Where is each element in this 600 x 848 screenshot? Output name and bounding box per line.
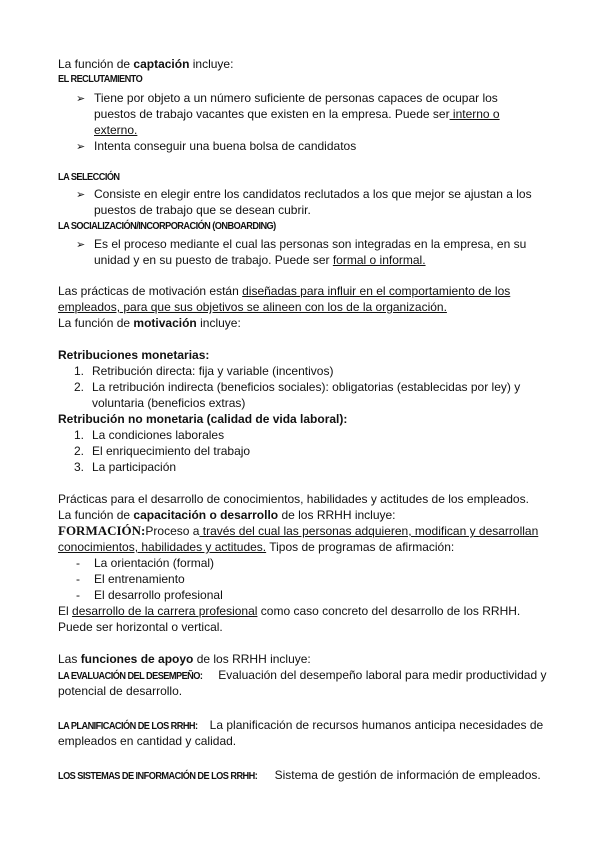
- text: Las: [58, 652, 81, 666]
- bold-term: funciones de apoyo: [80, 652, 194, 666]
- bullet-text: Es el proceso mediante el cual las personas son integradas en la empresa, en su: [94, 237, 527, 251]
- bullet-item: [58, 236, 526, 253]
- evaluacion-heading: LA EVALUACIÓN DEL DESEMPEÑO:: [58, 671, 203, 682]
- captacion-intro: [58, 56, 233, 72]
- no-monetaria-heading: Retribución no monetaria (calidad de vida laboral):: [58, 412, 348, 426]
- arrow-bullet-icon: ➢: [76, 189, 86, 201]
- item-text: El entrenamiento: [94, 572, 185, 586]
- bullet-text-continued: puestos de trabajo que se desean cubrir.: [94, 203, 311, 217]
- sistemas-heading: LOS SISTEMAS DE INFORMACIÓN DE LOS RRHH:: [58, 771, 258, 782]
- seleccion-heading: LA SELECCIÓN: [58, 172, 120, 183]
- item-text: El desarrollo profesional: [94, 588, 223, 602]
- bullet-text: Tiene por objeto a un número suficiente de personas capaces de ocupar los: [94, 91, 498, 105]
- bullet-item: [58, 186, 532, 203]
- text: Proceso a: [145, 524, 200, 538]
- text: Sistema de gestión de información de empleados.: [274, 768, 541, 782]
- underlined-text: diseñadas para influir en el comportamiento de los: [242, 284, 511, 298]
- item-number: 2.: [74, 444, 85, 458]
- text: La función de: [58, 508, 134, 522]
- numbered-item: [58, 459, 176, 475]
- text: La función de: [58, 57, 134, 71]
- evaluacion-paragraph-continued: potencial de desarrollo.: [58, 684, 183, 698]
- bullet-text: Intenta conseguir una buena bolsa de candidatos: [94, 139, 357, 153]
- planificacion-heading: LA PLANIFICACIÓN DE LOS RRHH:: [58, 721, 198, 732]
- item-number: 2.: [74, 380, 85, 394]
- capacitacion-paragraph: Prácticas para el desarrollo de conocimientos, habilidades y actitudes de los empleados.: [58, 492, 529, 506]
- underlined-text: empleados, para que sus objetivos se alineen con los de la organización.: [58, 300, 447, 314]
- item-number: 1.: [74, 364, 85, 378]
- formacion-paragraph-continued: [58, 539, 454, 555]
- dash-bullet: -: [76, 556, 80, 570]
- text: como caso concreto del desarrollo de los RRHH.: [257, 604, 521, 618]
- text: incluye:: [189, 57, 234, 71]
- text: Las prácticas de motivación están: [58, 284, 243, 298]
- formacion-label: FORMACIÓN:: [58, 523, 146, 538]
- underlined-text: formal o informal.: [332, 253, 426, 267]
- reclutamiento-heading: EL RECLUTAMIENTO: [58, 74, 143, 85]
- bold-term: capacitación o desarrollo: [133, 508, 279, 522]
- underlined-text: conocimientos, habilidades y actitudes.: [58, 540, 267, 554]
- text: de los RRHH incluye:: [278, 508, 396, 522]
- underlined-text: externo.: [94, 123, 138, 137]
- arrow-bullet-icon: ➢: [76, 239, 86, 251]
- item-text: La condiciones laborales: [92, 428, 225, 442]
- dash-item: [58, 587, 223, 603]
- item-text: La participación: [92, 460, 177, 474]
- underlined-text: desarrollo de la carrera profesional: [72, 604, 258, 618]
- motivacion-intro: [58, 315, 241, 331]
- item-text-continued: voluntaria (beneficios extras): [92, 396, 246, 410]
- motivacion-paragraph: [58, 283, 510, 299]
- item-text: La orientación (formal): [94, 556, 215, 570]
- item-text: Retribución directa: fija y variable (incentivos): [92, 364, 334, 378]
- capacitacion-intro: [58, 507, 396, 523]
- dash-bullet: -: [76, 588, 80, 602]
- socializacion-heading: LA SOCIALIZACIÓN/INCORPORACIÓN (ONBOARDING): [58, 221, 276, 232]
- dash-bullet: -: [76, 572, 80, 586]
- dash-item: [58, 571, 185, 587]
- numbered-item: [58, 443, 250, 459]
- underlined-text: través del cual las personas adquieren, modifican y desarrollan: [199, 524, 539, 538]
- bullet-text-continued: [94, 252, 426, 268]
- item-text: El enriquecimiento del trabajo: [92, 444, 251, 458]
- sistemas-paragraph: [58, 767, 541, 785]
- arrow-bullet-icon: ➢: [76, 93, 86, 105]
- dash-item: [58, 555, 214, 571]
- carrera-paragraph: [58, 603, 520, 619]
- text: La planificación de recursos humanos anticipa necesidades de: [209, 718, 544, 732]
- underlined-text: interno o: [449, 107, 500, 121]
- monetarias-heading: Retribuciones monetarias:: [58, 348, 210, 362]
- text: incluye:: [196, 316, 241, 330]
- bullet-item: [58, 138, 356, 155]
- arrow-bullet-icon: ➢: [76, 141, 86, 153]
- item-number: 1.: [74, 428, 85, 442]
- text: unidad y en su puesto de trabajo. Puede ser: [94, 253, 333, 267]
- text: Tipos de programas de afirmación:: [266, 540, 455, 554]
- text: Evaluación del desempeño laboral para medir productividad y: [214, 668, 547, 682]
- planificacion-paragraph-continued: empleados en cantidad y calidad.: [58, 734, 237, 748]
- text: de los RRHH incluye:: [193, 652, 311, 666]
- text: puestos de trabajo vacantes que existen en la empresa. Puede ser: [94, 107, 450, 121]
- item-number: 3.: [74, 460, 85, 474]
- apoyo-intro: [58, 651, 311, 667]
- item-text: La retribución indirecta (beneficios sociales): obligatorias (establecidas por ley) y: [92, 380, 521, 394]
- numbered-item: [58, 427, 224, 443]
- text: El: [58, 604, 73, 618]
- bullet-text-continued: [94, 106, 500, 122]
- bullet-text: Consiste en elegir entre los candidatos reclutados a los que mejor se ajustan a los: [94, 187, 532, 201]
- text: La función de: [58, 316, 134, 330]
- numbered-item: [58, 379, 520, 395]
- numbered-item: [58, 363, 333, 379]
- bullet-item: [58, 90, 498, 107]
- formacion-paragraph: [58, 523, 538, 539]
- bold-term: captación: [133, 57, 190, 71]
- carrera-paragraph-continued: Puede ser horizontal o vertical.: [58, 620, 223, 634]
- bold-term: motivación: [133, 316, 197, 330]
